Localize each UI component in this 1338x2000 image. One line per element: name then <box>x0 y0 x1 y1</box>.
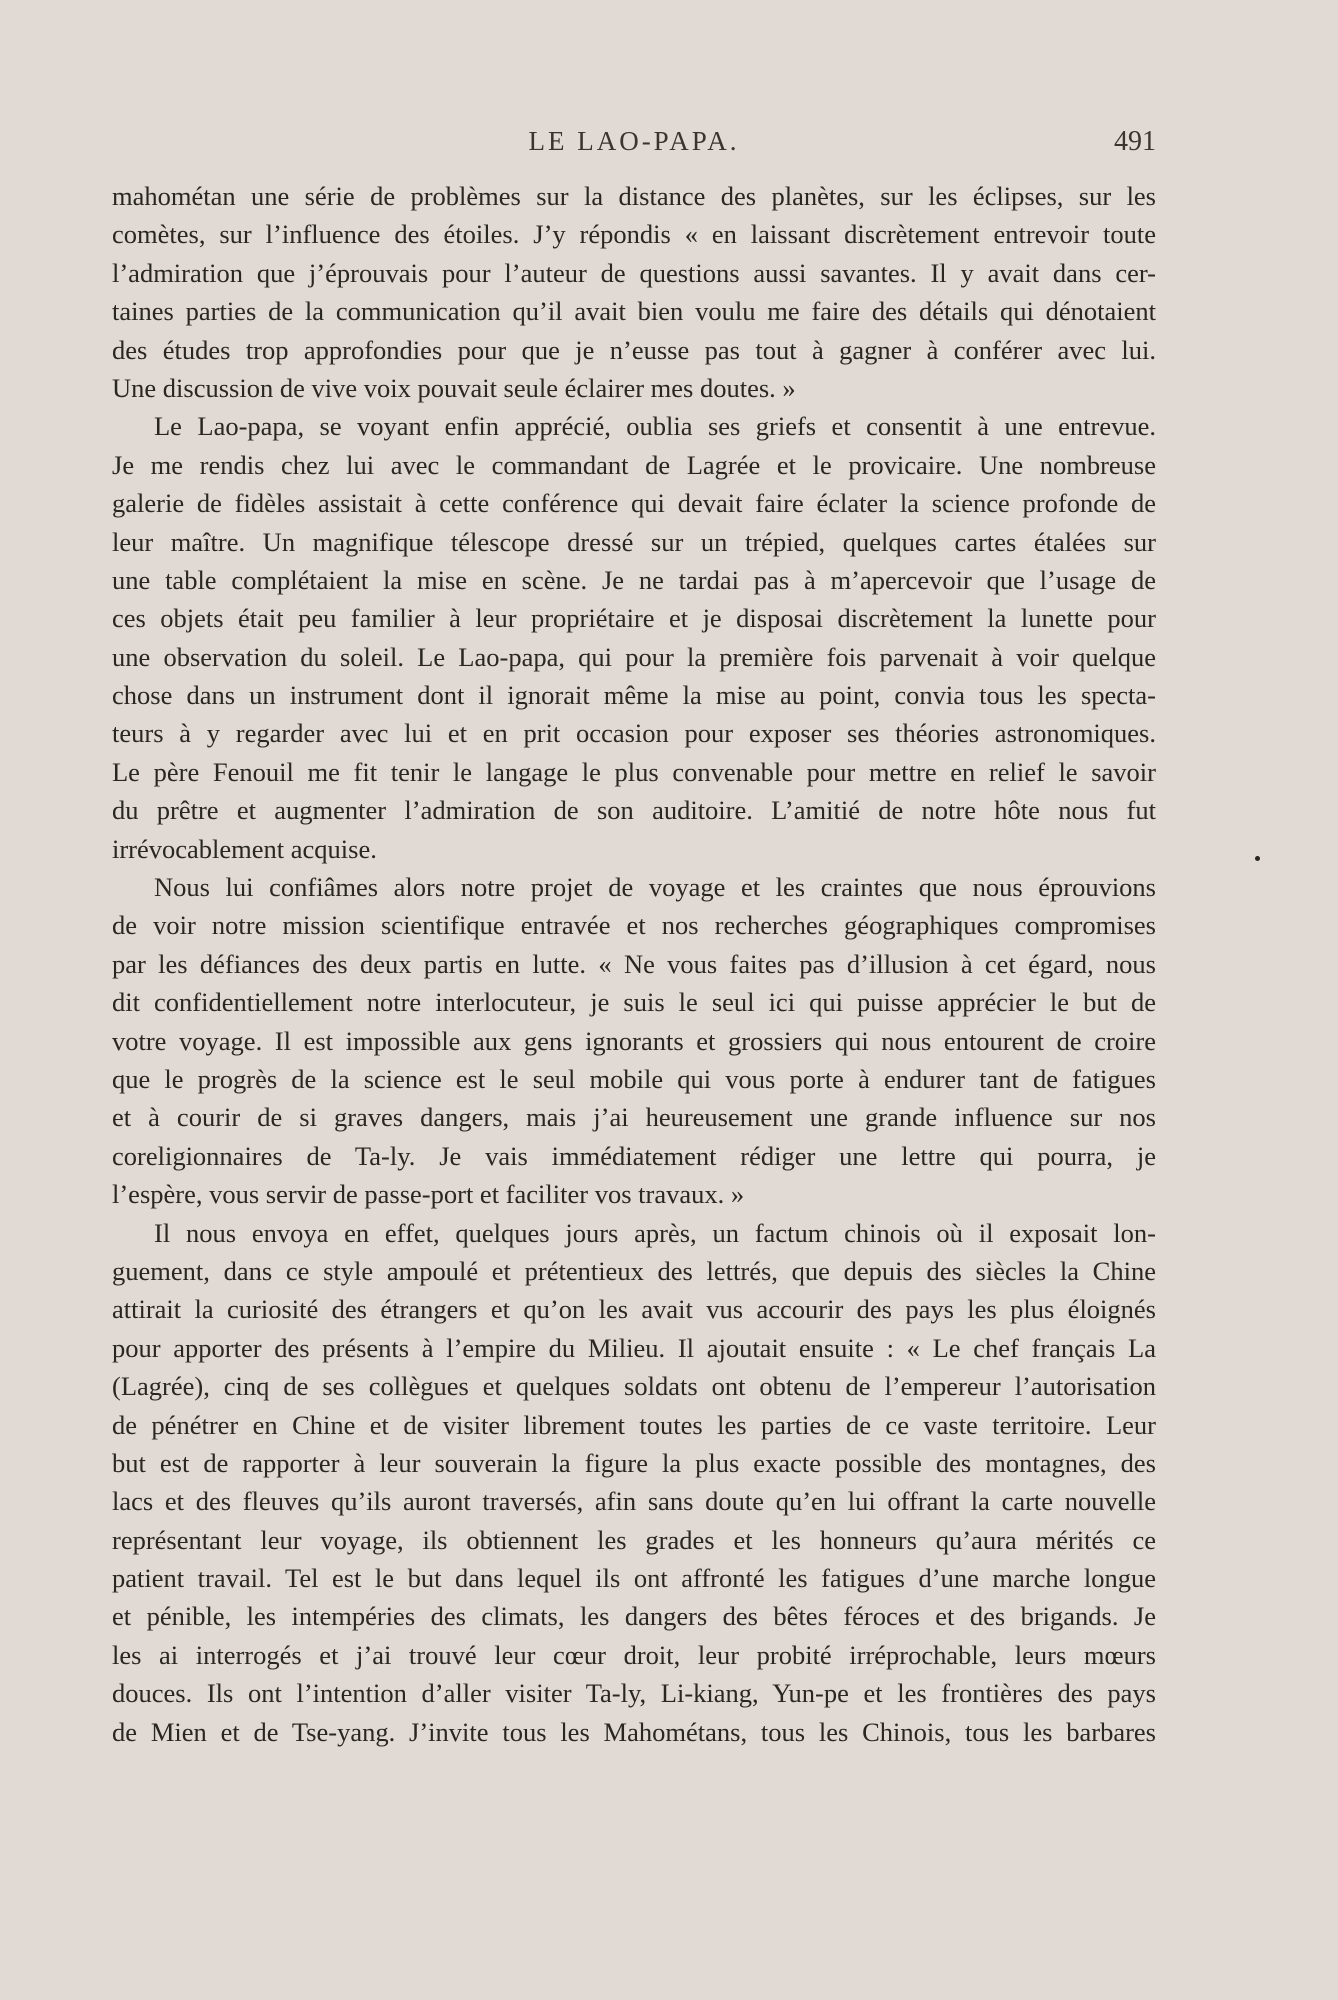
running-head <box>112 126 1156 162</box>
running-title: LE LAO-PAPA. <box>528 126 740 156</box>
print-speck <box>1255 856 1260 861</box>
text-line: galerie de fidèles assistait à cette conférence qui devait faire éclater la science profonde de <box>112 488 1156 519</box>
paragraph-first-line: Le Lao-papa, se voyant enfin apprécié, oublia ses griefs et consentit à une entrevue. <box>154 411 1156 442</box>
text-line: guement, dans ce style ampoulé et prétentieux des lettrés, que depuis des siècles la Chine <box>112 1255 1156 1286</box>
page-number: 491 <box>1114 126 1156 157</box>
text-line: (Lagrée), cinq de ses collègues et quelques soldats ont obtenu de l’empereur l’autorisation <box>112 1371 1156 1402</box>
text-line: pour apporter des présents à l’empire du Milieu. Il ajoutait ensuite : « Le chef français La <box>112 1332 1156 1363</box>
text-line: de pénétrer en Chine et de visiter librement toutes les parties de ce vaste territoire. Leur <box>112 1409 1156 1440</box>
text-line: Je me rendis chez lui avec le commandant de Lagrée et le provicaire. Une nombreuse <box>112 449 1156 480</box>
text-line: de Mien et de Tse-yang. J’invite tous les Mahométans, tous les Chinois, tous les barbares <box>112 1716 1156 1747</box>
text-line: des études trop approfondies pour que je n’eusse pas tout à gagner à conférer avec lui. <box>112 334 1156 365</box>
text-line: représentant leur voyage, ils obtiennent les grades et les honneurs qu’aura mérités ce <box>112 1524 1156 1555</box>
text-line: Une discussion de vive voix pouvait seule éclairer mes doutes. » <box>112 372 796 403</box>
text-line: et à courir de si graves dangers, mais j’ai heureusement une grande influence sur nos <box>112 1102 1156 1133</box>
text-line: du prêtre et augmenter l’admiration de son auditoire. L’amitié de notre hôte nous fut <box>112 795 1156 826</box>
text-line: leur maître. Un magnifique télescope dressé sur un trépied, quelques cartes étalées sur <box>112 526 1156 557</box>
text-line: dit confidentiellement notre interlocuteur, je suis le seul ici qui puisse apprécier le but de <box>112 987 1156 1018</box>
text-line: l’espère, vous servir de passe-port et faciliter vos travaux. » <box>112 1179 745 1210</box>
text-line: lacs et des fleuves qu’ils auront traversés, afin sans doute qu’en lui offrant la carte nouvelle <box>112 1486 1156 1517</box>
text-line: attirait la curiosité des étrangers et qu’on les avait vus accourir des pays les plus éloignés <box>112 1294 1156 1325</box>
text-line: douces. Ils ont l’intention d’aller visiter Ta-ly, Li-kiang, Yun-pe et les frontières des pays <box>112 1678 1156 1709</box>
paragraph-first-line: Il nous envoya en effet, quelques jours après, un factum chinois où il exposait lon- <box>154 1217 1156 1248</box>
text-line: que le progrès de la science est le seul mobile qui vous porte à endurer tant de fatigues <box>112 1063 1156 1094</box>
text-line: taines parties de la communication qu’il avait bien voulu me faire des détails qui dénotaient <box>112 296 1156 327</box>
text-line: les ai interrogés et j’ai trouvé leur cœur droit, leur probité irréprochable, leurs mœurs <box>112 1639 1156 1670</box>
text-line: et pénible, les intempéries des climats, les dangers des bêtes féroces et des brigands. Je <box>112 1601 1156 1632</box>
text-line: coreligionnaires de Ta-ly. Je vais immédiatement rédiger une lettre qui pourra, je <box>112 1140 1156 1171</box>
text-line: but est de rapporter à leur souverain la figure la plus exacte possible des montagnes, des <box>112 1447 1156 1478</box>
text-line: teurs à y regarder avec lui et en prit occasion pour exposer ses théories astronomiques. <box>112 718 1156 749</box>
text-line: Le père Fenouil me fit tenir le langage le plus convenable pour mettre en relief le savoir <box>112 756 1156 787</box>
text-line: l’admiration que j’éprouvais pour l’auteur de questions aussi savantes. Il y avait dans cer- <box>112 257 1156 288</box>
body-text <box>112 177 1156 1751</box>
text-line: une observation du soleil. Le Lao-papa, qui pour la première fois parvenait à voir quelque <box>112 641 1156 672</box>
text-line: une table complétaient la mise en scène. Je ne tardai pas à m’apercevoir que l’usage de <box>112 564 1156 595</box>
text-line: de voir notre mission scientifique entravée et nos recherches géographiques compromises <box>112 910 1156 941</box>
text-line: mahométan une série de problèmes sur la distance des planètes, sur les éclipses, sur les <box>112 181 1156 211</box>
text-line: chose dans un instrument dont il ignorait même la mise au point, convia tous les specta- <box>112 680 1156 711</box>
text-line: par les défiances des deux partis en lutte. « Ne vous faites pas d’illusion à cet égard, nous <box>112 948 1156 979</box>
text-line: votre voyage. Il est impossible aux gens ignorants et grossiers qui nous entourent de croire <box>112 1025 1156 1056</box>
text-line: patient travail. Tel est le but dans lequel ils ont affronté les fatigues d’une marche longue <box>112 1563 1156 1594</box>
text-line: ces objets était peu familier à leur propriétaire et je disposai discrètement la lunette pour <box>112 603 1156 634</box>
paragraph-first-line: Nous lui confiâmes alors notre projet de voyage et les craintes que nous éprouvions <box>154 872 1156 903</box>
text-line: irrévocablement acquise. <box>112 833 377 864</box>
text-line: comètes, sur l’influence des étoiles. J’y répondis « en laissant discrètement entrevoir toute <box>112 219 1156 250</box>
